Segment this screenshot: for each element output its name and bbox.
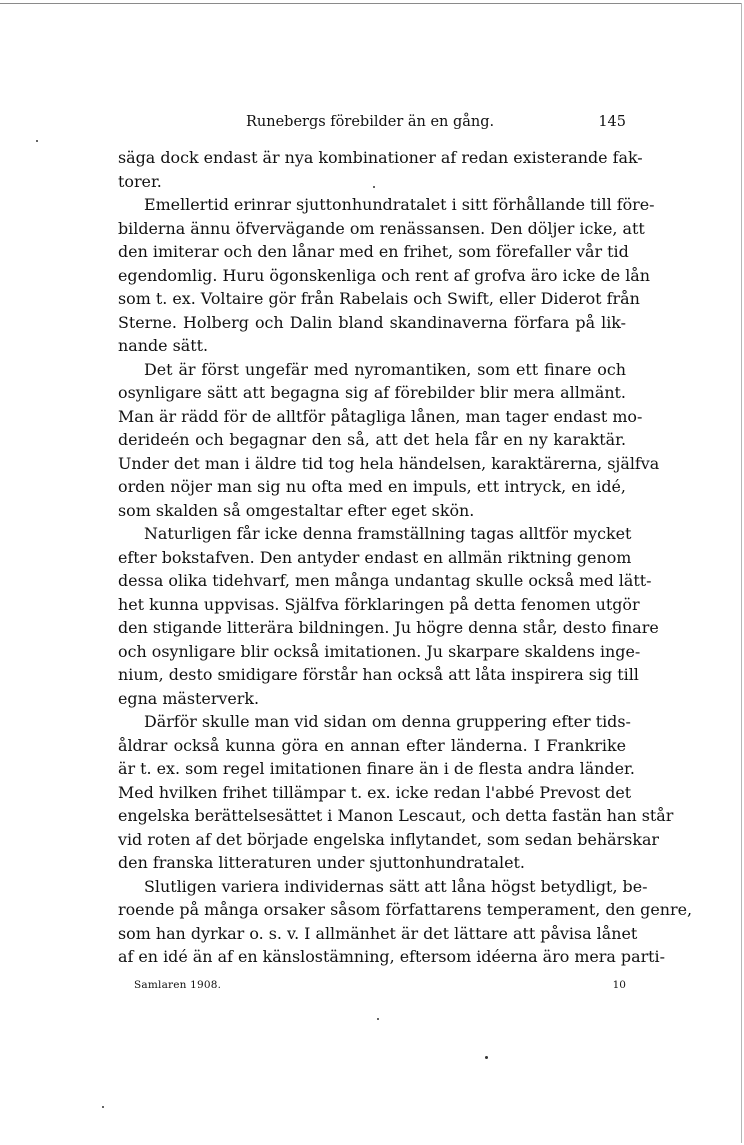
scan-top-border [0, 3, 742, 4]
page-number: 145 [598, 114, 626, 130]
text-line: orden nöjer man sig nu ofta med en impuls, ett intryck, en idé, [118, 477, 626, 496]
scan-speck [373, 186, 375, 188]
text-line: som skalden så omgestaltar efter eget skön. [118, 500, 475, 520]
text-line: och osynligare blir också imitationen. Ju skarpare skaldens inge- [118, 641, 641, 661]
text-line: Det är först ungefär med nyromantiken, som ett finare och [144, 359, 626, 379]
text-line: som t. ex. Voltaire gör från Rabelais och Swift, eller Diderot från [118, 289, 640, 308]
paragraph [118, 193, 655, 358]
text-line: Därför skulle man vid sidan om denna gruppering efter tids- [144, 712, 631, 731]
text-line: Emellertid erinrar sjuttonhundratalet i sitt förhållande till före- [144, 195, 655, 214]
paragraph [118, 358, 660, 523]
text-line: het kunna uppvisas. Själfva förklaringen på detta fenomen utgör [118, 594, 640, 614]
text-line: Man är rädd för de alltför påtagliga lånen, man tager endast mo- [118, 406, 643, 426]
text-line: är t. ex. som regel imitationen finare än i de flesta andra länder. [118, 759, 635, 778]
text-line: derideén och begagnar den så, att det hela får en ny karaktär. [118, 430, 626, 449]
text-line: den stigande litterära bildningen. Ju högre denna står, desto finare [118, 618, 659, 637]
text-line: torer. [118, 171, 162, 191]
text-line: Sterne. Holberg och Dalin bland skandinaverna förfara på lik- [118, 312, 626, 332]
text-line: nium, desto smidigare förstår han också att låta inspirera sig till [118, 665, 639, 684]
text-line: engelska berättelsesättet i Manon Lescaut, och detta fastän han står [118, 806, 674, 825]
sheet-number: 10 [612, 979, 626, 991]
text-line: egendomlig. Huru ögonskenliga och rent af grofva äro icke de lån [118, 265, 650, 285]
paragraph [118, 875, 693, 969]
scan-speck [36, 140, 38, 142]
paragraph [118, 146, 643, 193]
text-line: dessa olika tidehvarf, men många undantag skulle också med lätt- [118, 571, 652, 590]
paragraph [118, 710, 674, 875]
text-line: Naturligen får icke denna framställning tagas alltför mycket [144, 524, 632, 543]
text-line: bilderna ännu öfvervägande om renässansen. Den döljer icke, att [118, 218, 645, 238]
page-footer [134, 979, 626, 995]
text-line: osynligare sätt att begagna sig af förebilder blir mera allmänt. [118, 383, 626, 402]
text-line: af en idé än af en känslostämning, eftersom idéerna äro mera parti- [118, 947, 666, 966]
text-line: som han dyrkar o. s. v. I allmänhet är det lättare att påvisa lånet [118, 923, 638, 943]
body-text [118, 146, 693, 969]
text-line: säga dock endast är nya kombinationer af redan existerande fak- [118, 148, 643, 167]
scan-speck [377, 1018, 379, 1020]
text-line: roende på många orsaker såsom författarens temperament, den genre, [118, 900, 693, 919]
running-title: Runebergs förebilder än en gång. [246, 114, 495, 130]
paragraph [118, 522, 659, 710]
text-line: egna mästerverk. [118, 688, 260, 708]
scan-right-border [741, 3, 742, 1143]
text-line: Under det man i äldre tid tog hela händelsen, karaktärerna, själfva [118, 453, 660, 473]
text-line: efter bokstafven. Den antyder endast en allmän riktning genom [118, 547, 632, 567]
scan-speck [485, 1056, 488, 1059]
text-line: Med hvilken frihet tillämpar t. ex. icke redan l'abbé Prevost det [118, 782, 632, 802]
text-line: Slutligen variera individernas sätt att låna högst betydligt, be- [144, 876, 648, 896]
scan-speck [102, 1106, 104, 1108]
text-line: nande sätt. [118, 336, 209, 355]
text-line: vid roten af det började engelska inflytandet, som sedan behärskar [118, 829, 660, 849]
text-line: den imiterar och den lånar med en frihet, som förefaller vår tid [118, 242, 629, 261]
text-line: den franska litteraturen under sjuttonhundratalet. [118, 853, 525, 872]
text-line: åldrar också kunna göra en annan efter länderna. I Frankrike [118, 735, 626, 755]
running-head [246, 114, 626, 136]
printer-signature: Samlaren 1908. [134, 979, 222, 991]
